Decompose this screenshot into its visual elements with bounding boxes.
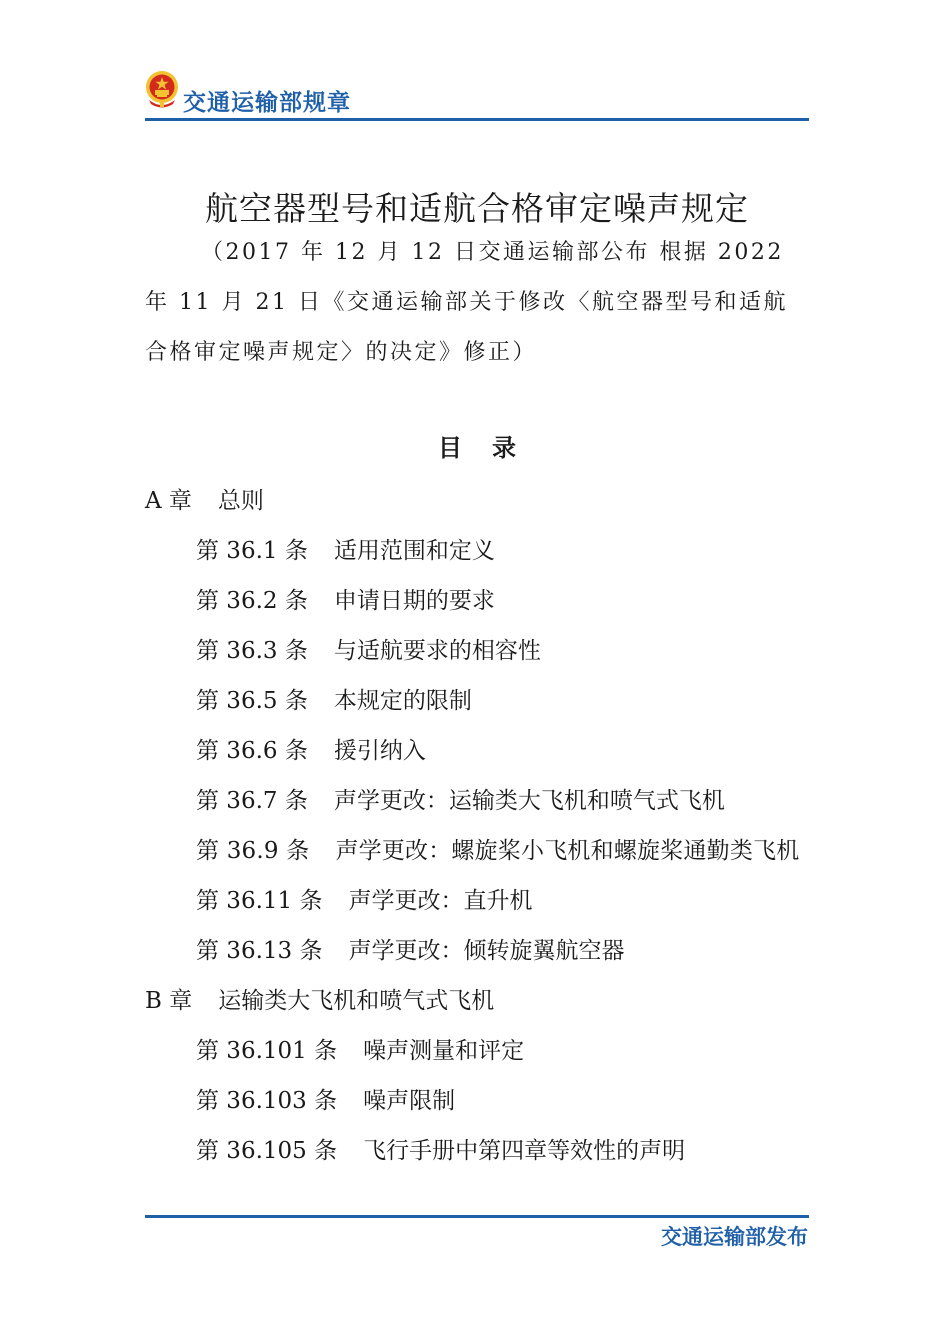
toc-entry-36-5[interactable]	[145, 676, 809, 726]
toc-entry-title: 本规定的限制	[333, 688, 472, 714]
toc-entry-title: 运输类大飞机和喷气式飞机	[218, 988, 495, 1014]
toc-entry-number: 第 36.6 条	[196, 738, 308, 764]
toc-entry-title: 噪声测量和评定	[363, 1038, 525, 1064]
toc-entry-title: 申请日期的要求	[333, 588, 495, 614]
page-header	[145, 66, 809, 122]
toc-entry-36-103[interactable]	[145, 1076, 809, 1126]
toc-entry-title: 总则	[217, 488, 264, 514]
table-of-contents	[145, 476, 809, 1176]
header-title: 交通运输部规章	[183, 90, 351, 116]
toc-entry-number: B 章	[145, 988, 193, 1014]
toc-entry-number: 第 36.11 条	[196, 888, 323, 914]
footer-publisher: 交通运输部发布	[661, 1225, 808, 1249]
toc-heading	[145, 428, 809, 463]
document-title: 航空器型号和适航合格审定噪声规定	[205, 189, 749, 228]
toc-entry-number: 第 36.3 条	[196, 638, 308, 664]
toc-entry-title: 飞行手册中第四章等效性的声明	[363, 1138, 686, 1164]
toc-entry-36-7[interactable]	[145, 776, 809, 826]
toc-entry-number: 第 36.2 条	[196, 588, 308, 614]
toc-entry-title: 声学更改：螺旋桨小飞机和螺旋桨通勤类飞机	[335, 838, 800, 864]
toc-entry-title: 援引纳入	[333, 738, 426, 764]
footer-divider	[145, 1215, 809, 1218]
toc-heading-text: 目录	[438, 433, 546, 462]
toc-entry-number: 第 36.5 条	[196, 688, 308, 714]
document-revision-note: （2017 年 12 月 12 日交通运输部公布 根据 2022 年 11 月 21 日《交通运输部关于修改〈航空器型号和适航合格审定噪声规定〉的决定》修正）	[145, 240, 788, 365]
toc-entry-number: 第 36.13 条	[196, 938, 323, 964]
toc-entry-number: 第 36.1 条	[196, 538, 308, 564]
toc-chapter-b[interactable]	[145, 976, 809, 1026]
toc-entry-36-6[interactable]	[145, 726, 809, 776]
toc-entry-36-101[interactable]	[145, 1026, 809, 1076]
national-emblem-icon	[145, 70, 179, 108]
toc-entry-title: 与适航要求的相容性	[333, 638, 541, 664]
toc-entry-title: 适用范围和定义	[333, 538, 495, 564]
toc-entry-number: 第 36.105 条	[196, 1138, 338, 1164]
toc-entry-36-11[interactable]	[145, 876, 809, 926]
toc-entry-number: 第 36.101 条	[196, 1038, 338, 1064]
toc-entry-number: 第 36.9 条	[196, 838, 310, 864]
toc-entry-36-9[interactable]	[145, 826, 809, 876]
toc-entry-36-2[interactable]	[145, 576, 809, 626]
toc-entry-36-105[interactable]	[145, 1126, 809, 1176]
toc-entry-title: 声学更改：运输类大飞机和喷气式飞机	[333, 788, 725, 814]
toc-entry-number: 第 36.7 条	[196, 788, 308, 814]
toc-entry-36-1[interactable]	[145, 526, 809, 576]
toc-entry-number: 第 36.103 条	[196, 1088, 338, 1114]
toc-entry-title: 噪声限制	[363, 1088, 456, 1114]
toc-chapter-a[interactable]	[145, 476, 809, 526]
toc-entry-36-3[interactable]	[145, 626, 809, 676]
toc-entry-36-13[interactable]	[145, 926, 809, 976]
toc-entry-number: A 章	[145, 488, 192, 514]
header-divider	[145, 118, 809, 121]
toc-entry-title: 声学更改：直升机	[348, 888, 533, 914]
toc-entry-title: 声学更改：倾转旋翼航空器	[348, 938, 625, 964]
